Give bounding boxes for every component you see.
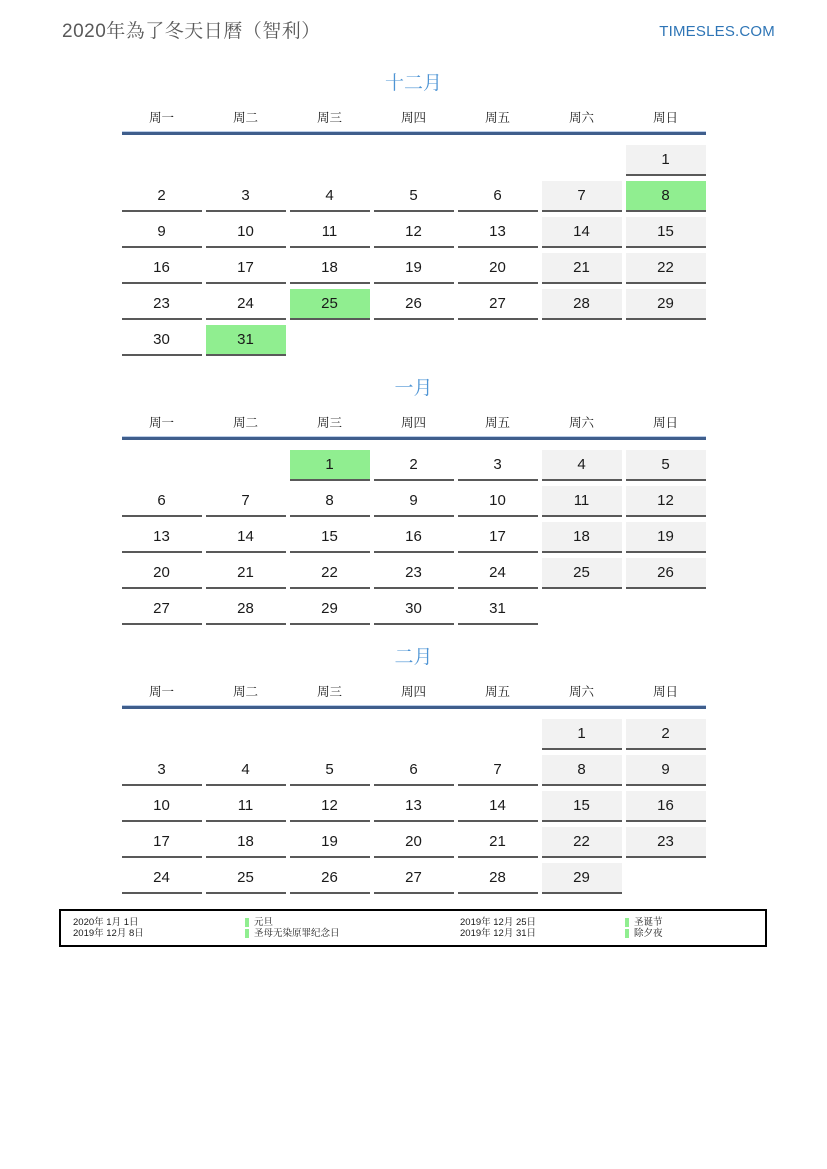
empty-cell: [290, 145, 370, 176]
day-cell: 9: [626, 755, 706, 786]
day-cell: 29: [290, 594, 370, 625]
weekday-label: 周五: [484, 685, 510, 699]
day-cell: 20: [122, 558, 202, 589]
day-cell: 16: [626, 791, 706, 822]
day-cell: 22: [542, 827, 622, 858]
holiday-marker-icon: [625, 929, 629, 938]
legend-holiday-label: 圣诞节: [634, 916, 663, 928]
weekday-label: 周五: [484, 416, 510, 430]
day-cell: 28: [542, 289, 622, 320]
legend-names-column: [245, 917, 460, 940]
day-cell: 22: [290, 558, 370, 589]
day-cell: 15: [626, 217, 706, 248]
day-cell: 29: [626, 289, 706, 320]
weekday-label: 周二: [232, 416, 258, 430]
day-cell: 17: [122, 827, 202, 858]
day-cell: 5: [626, 450, 706, 481]
day-cell: 20: [458, 253, 538, 284]
empty-cell: [542, 325, 622, 356]
day-cell: 31: [458, 594, 538, 625]
day-cell: 27: [122, 594, 202, 625]
empty-cell: [374, 325, 454, 356]
weekday-label: 周一: [148, 111, 174, 125]
holiday-day-cell: 8: [626, 181, 706, 212]
day-cell: 28: [458, 863, 538, 894]
weekday-header-row: [122, 110, 706, 126]
day-cell: 18: [206, 827, 286, 858]
day-cell: 19: [374, 253, 454, 284]
weekday-label: 周四: [400, 685, 426, 699]
weekday-label: 周六: [568, 416, 594, 430]
weekday-label: 周三: [316, 685, 342, 699]
day-cell: 30: [122, 325, 202, 356]
weekday-label: 周日: [652, 416, 678, 430]
day-cell: 5: [374, 181, 454, 212]
day-cell: 16: [122, 253, 202, 284]
day-cell: 26: [626, 558, 706, 589]
holiday-marker-icon: [625, 918, 629, 927]
day-cell: 3: [122, 755, 202, 786]
empty-cell: [374, 719, 454, 750]
day-cell: 18: [290, 253, 370, 284]
weekday-label: 周六: [568, 111, 594, 125]
day-cell: 9: [122, 217, 202, 248]
day-cell: 7: [458, 755, 538, 786]
weekday-label: 周二: [232, 685, 258, 699]
empty-cell: [206, 719, 286, 750]
day-cell: 13: [122, 522, 202, 553]
day-cell: 25: [206, 863, 286, 894]
legend-dates-column: [73, 917, 245, 940]
day-cell: 4: [290, 181, 370, 212]
day-cell: 24: [122, 863, 202, 894]
day-cell: 10: [206, 217, 286, 248]
day-cell: 21: [458, 827, 538, 858]
day-cell: 23: [626, 827, 706, 858]
day-cell: 4: [542, 450, 622, 481]
empty-cell: [542, 145, 622, 176]
month-section-december: [122, 72, 706, 356]
weekday-label: 周日: [652, 685, 678, 699]
day-cell: 6: [458, 181, 538, 212]
day-cell: 26: [374, 289, 454, 320]
legend-holiday-name: [625, 917, 765, 929]
day-cell: 14: [458, 791, 538, 822]
day-cell: 19: [626, 522, 706, 553]
day-cell: 2: [626, 719, 706, 750]
day-cell: 8: [542, 755, 622, 786]
day-cell: 14: [206, 522, 286, 553]
day-cell: 5: [290, 755, 370, 786]
weekday-header-row: [122, 415, 706, 431]
legend-date: 2019年 12月 8日: [73, 928, 144, 939]
month-section-january: [122, 377, 706, 625]
legend-date: 2020年 1月 1日: [73, 916, 139, 928]
day-cell: 25: [542, 558, 622, 589]
empty-cell: [458, 719, 538, 750]
legend-date: 2019年 12月 25日: [460, 916, 537, 928]
legend-holiday-name: [625, 928, 765, 940]
day-cell: 7: [542, 181, 622, 212]
empty-cell: [122, 145, 202, 176]
weekday-header-row: [122, 684, 706, 700]
empty-cell: [290, 325, 370, 356]
empty-cell: [458, 325, 538, 356]
day-cell: 12: [290, 791, 370, 822]
weekday-label: 周一: [148, 416, 174, 430]
day-cell: 28: [206, 594, 286, 625]
site-logo-link[interactable]: TIMESLES.COM: [659, 23, 775, 40]
empty-cell: [122, 450, 202, 481]
weekday-label: 周二: [232, 111, 258, 125]
day-cell: 27: [458, 289, 538, 320]
month-title: 十二月: [384, 73, 442, 94]
day-cell: 18: [542, 522, 622, 553]
day-cell: 2: [122, 181, 202, 212]
day-cell: 4: [206, 755, 286, 786]
weekday-label: 周一: [148, 685, 174, 699]
day-cell: 20: [374, 827, 454, 858]
day-cell: 23: [122, 289, 202, 320]
day-cell: 1: [626, 145, 706, 176]
day-cell: 26: [290, 863, 370, 894]
day-cell: 17: [458, 522, 538, 553]
weekday-label: 周日: [652, 111, 678, 125]
day-cell: 21: [206, 558, 286, 589]
day-cell: 12: [374, 217, 454, 248]
empty-cell: [290, 719, 370, 750]
day-cell: 6: [374, 755, 454, 786]
header-rule: [122, 705, 706, 709]
day-cell: 8: [290, 486, 370, 517]
holiday-legend-box: [59, 909, 767, 947]
empty-cell: [542, 594, 622, 625]
day-cell: 10: [122, 791, 202, 822]
day-cell: 23: [374, 558, 454, 589]
weekday-label: 周六: [568, 685, 594, 699]
legend-dates-column: [460, 917, 625, 940]
day-grid: [122, 450, 706, 625]
day-cell: 16: [374, 522, 454, 553]
header-rule: [122, 436, 706, 440]
day-cell: 29: [542, 863, 622, 894]
empty-cell: [626, 863, 706, 894]
month-section-february: [122, 646, 706, 894]
day-cell: 19: [290, 827, 370, 858]
day-cell: 11: [206, 791, 286, 822]
day-cell: 11: [290, 217, 370, 248]
day-cell: 7: [206, 486, 286, 517]
empty-cell: [458, 145, 538, 176]
calendar-body: [122, 72, 706, 894]
day-cell: 13: [458, 217, 538, 248]
day-cell: 10: [458, 486, 538, 517]
header-rule: [122, 131, 706, 135]
day-cell: 14: [542, 217, 622, 248]
holiday-marker-icon: [245, 929, 249, 938]
day-grid: [122, 719, 706, 894]
day-cell: 15: [542, 791, 622, 822]
day-cell: 24: [458, 558, 538, 589]
empty-cell: [206, 450, 286, 481]
holiday-day-cell: 25: [290, 289, 370, 320]
day-cell: 22: [626, 253, 706, 284]
day-grid: [122, 145, 706, 356]
day-cell: 24: [206, 289, 286, 320]
day-cell: 21: [542, 253, 622, 284]
legend-holiday-label: 除夕夜: [634, 928, 663, 939]
day-cell: 3: [206, 181, 286, 212]
day-cell: 30: [374, 594, 454, 625]
legend-holiday-label: 圣母无染原罪纪念日: [254, 928, 340, 939]
empty-cell: [626, 325, 706, 356]
page-header: [0, 0, 827, 44]
legend-holiday-name: [245, 917, 460, 929]
weekday-label: 周五: [484, 111, 510, 125]
page-title: 2020年為了冬天日曆（智利）: [62, 21, 321, 42]
empty-cell: [626, 594, 706, 625]
day-cell: 9: [374, 486, 454, 517]
month-title: 一月: [394, 378, 433, 399]
legend-names-column: [625, 917, 765, 940]
legend-holiday-label: 元旦: [254, 916, 274, 928]
day-cell: 13: [374, 791, 454, 822]
day-cell: 6: [122, 486, 202, 517]
day-cell: 27: [374, 863, 454, 894]
weekday-label: 周四: [400, 416, 426, 430]
holiday-day-cell: 31: [206, 325, 286, 356]
holiday-marker-icon: [245, 918, 249, 927]
day-cell: 3: [458, 450, 538, 481]
empty-cell: [374, 145, 454, 176]
day-cell: 17: [206, 253, 286, 284]
day-cell: 2: [374, 450, 454, 481]
weekday-label: 周四: [400, 111, 426, 125]
day-cell: 1: [542, 719, 622, 750]
day-cell: 12: [626, 486, 706, 517]
day-cell: 11: [542, 486, 622, 517]
holiday-day-cell: 1: [290, 450, 370, 481]
weekday-label: 周三: [316, 416, 342, 430]
day-cell: 15: [290, 522, 370, 553]
weekday-label: 周三: [316, 111, 342, 125]
legend-date: 2019年 12月 31日: [460, 928, 537, 939]
empty-cell: [122, 719, 202, 750]
legend-holiday-name: [245, 928, 460, 940]
empty-cell: [206, 145, 286, 176]
month-title: 二月: [394, 647, 433, 668]
